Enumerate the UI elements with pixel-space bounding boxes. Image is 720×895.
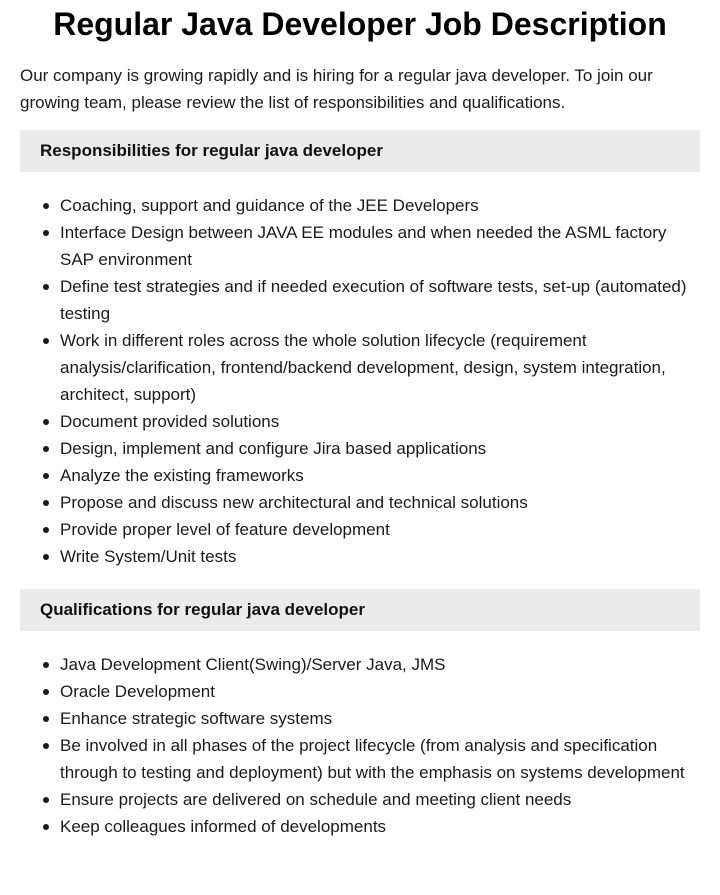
responsibility-item: Work in different roles across the whole solution lifecycle (requirement analysis/clarification, frontend/backend development, design, system integration, architect, support): [60, 327, 700, 408]
responsibility-item: Propose and discuss new architectural and technical solutions: [60, 489, 700, 516]
qualification-item: Keep colleagues informed of developments: [60, 813, 700, 840]
responsibility-item: Define test strategies and if needed execution of software tests, set-up (automated) testing: [60, 273, 700, 327]
responsibility-item: Write System/Unit tests: [60, 543, 700, 570]
responsibility-item: Interface Design between JAVA EE modules and when needed the ASML factory SAP environment: [60, 219, 700, 273]
responsibility-item: Analyze the existing frameworks: [60, 462, 700, 489]
qualifications-list: [20, 651, 700, 840]
responsibility-item: Document provided solutions: [60, 408, 700, 435]
qualification-item: Java Development Client(Swing)/Server Java, JMS: [60, 651, 700, 678]
responsibility-item: Coaching, support and guidance of the JEE Developers: [60, 192, 700, 219]
qualification-item: Be involved in all phases of the project lifecycle (from analysis and specification through to testing and deployment) but with the emphasis on systems development: [60, 732, 700, 786]
intro-paragraph: Our company is growing rapidly and is hiring for a regular java developer. To join our growing team, please review the list of responsibilities and qualifications.: [20, 66, 653, 112]
qualification-item: Oracle Development: [60, 678, 700, 705]
responsibility-item: Design, implement and configure Jira based applications: [60, 435, 700, 462]
qualification-item: Ensure projects are delivered on schedule and meeting client needs: [60, 786, 700, 813]
responsibilities-list: [20, 192, 700, 570]
qualifications-heading: Qualifications for regular java developer: [20, 589, 700, 631]
responsibility-item: Provide proper level of feature development: [60, 516, 700, 543]
qualification-item: Enhance strategic software systems: [60, 705, 700, 732]
page-title: Regular Java Developer Job Description: [53, 6, 667, 42]
responsibilities-heading: Responsibilities for regular java developer: [20, 130, 700, 172]
